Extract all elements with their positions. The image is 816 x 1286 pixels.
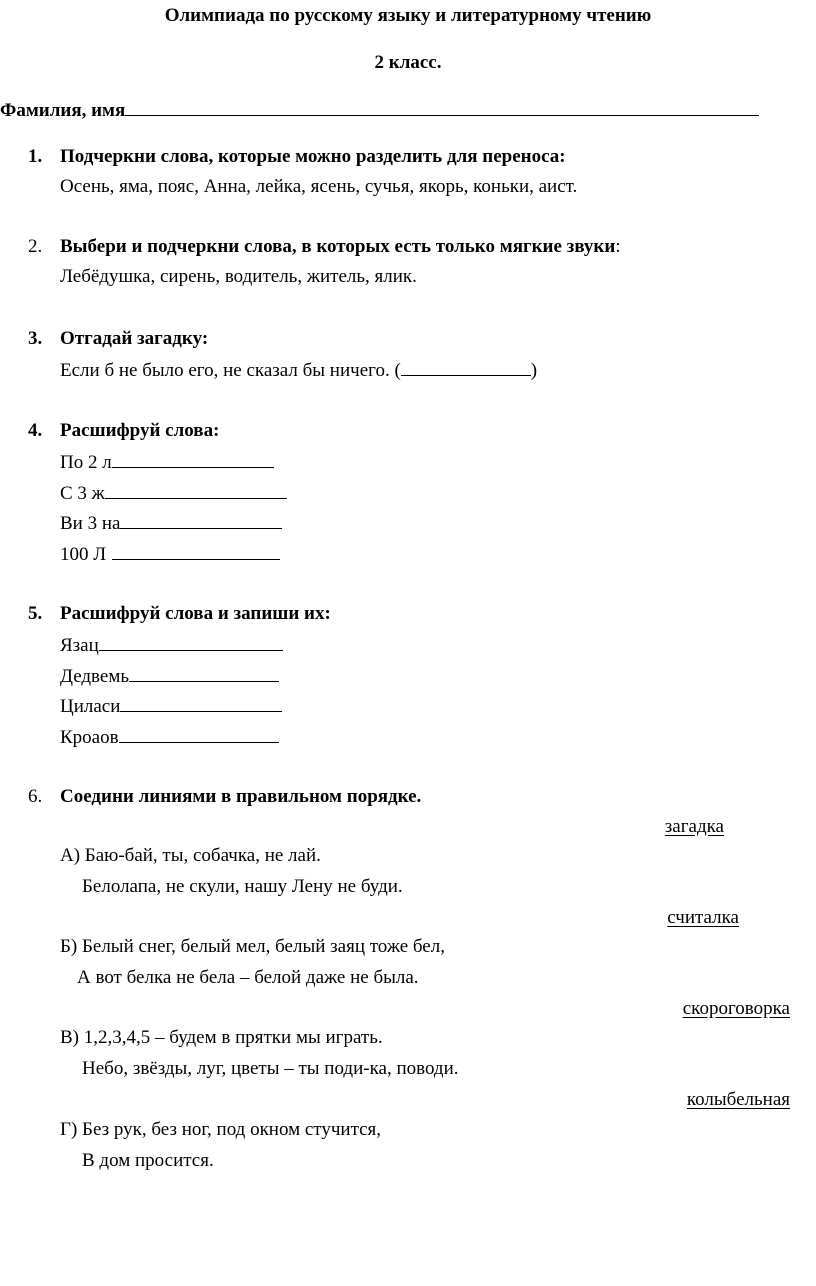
task-2-title-suffix: : [615, 236, 621, 257]
task-5-scrambled-word: Кроаов [60, 727, 119, 748]
grade-label: 2 класс. [374, 52, 442, 73]
task-5-scrambled-word: Дедвемь [60, 666, 130, 687]
task-5-title: Расшифруй слова и запиши их: [60, 603, 331, 624]
task-5-scrambled-word: Циласи [60, 696, 121, 717]
task-5-scrambled-word: Язац [60, 635, 99, 656]
task-5-item [60, 634, 283, 655]
task-4-answer-line[interactable] [112, 543, 280, 560]
genre-label-riddle[interactable]: загадка [664, 816, 724, 837]
task-2-words: Лебёдушка, сирень, водитель, житель, ялик. [60, 266, 417, 287]
task-5-item [60, 726, 279, 747]
genre-label-counting-rhyme[interactable]: считалка [667, 907, 739, 928]
task-5-item [60, 695, 282, 716]
verse-d-line-1[interactable]: Г) Без рук, без ног, под окном стучится, [60, 1119, 382, 1140]
verse-c-line-1[interactable]: В) 1,2,3,4,5 – будем в прятки мы играть. [60, 1027, 383, 1048]
verse-a-line-2[interactable]: Белолапа, не скули, нашу Лену не буди. [82, 876, 403, 897]
task-3-riddle-close: ) [530, 360, 538, 381]
genre-label-tongue-twister[interactable]: скороговорка [682, 998, 790, 1019]
name-answer-line[interactable] [125, 99, 759, 116]
task-1-number: 1. [28, 146, 43, 167]
task-1-words: Осень, яма, пояс, Анна, лейка, ясень, сучья, якорь, коньки, аист. [60, 176, 578, 197]
task-4-cipher: По 2 л [60, 452, 112, 473]
task-2-title-row [60, 237, 621, 256]
task-2-title: Выбери и подчеркни слова, в которых есть только мягкие звуки [60, 236, 616, 257]
task-4-item [60, 543, 280, 564]
task-5-item [60, 665, 279, 686]
task-6-title: Соедини линиями в правильном порядке. [60, 786, 422, 807]
task-4-cipher: Ви 3 на [60, 513, 121, 534]
verse-b-line-2[interactable]: А вот белка не бела – белой даже не была. [77, 967, 419, 988]
task-3-answer-line[interactable] [401, 359, 531, 376]
task-3-title: Отгадай загадку: [60, 328, 209, 349]
task-2-number: 2. [28, 236, 43, 257]
task-3-riddle [60, 359, 537, 380]
task-4-title: Расшифруй слова: [60, 420, 220, 441]
genre-label-lullaby[interactable]: колыбельная [686, 1089, 790, 1110]
task-4-cipher: 100 Л [60, 544, 107, 565]
task-4-answer-line[interactable] [112, 451, 274, 468]
task-3-number: 3. [28, 328, 43, 349]
task-4-answer-line[interactable] [105, 482, 287, 499]
name-field-row [0, 99, 759, 120]
task-4-cipher: С 3 ж [60, 483, 105, 504]
verse-a-line-1[interactable]: А) Баю-бай, ты, собачка, не лай. [60, 845, 321, 866]
task-5-number: 5. [28, 603, 43, 624]
task-4-number: 4. [28, 420, 43, 441]
task-4-item [60, 512, 282, 533]
task-4-answer-line[interactable] [120, 512, 282, 529]
task-1-title: Подчеркни слова, которые можно разделить для переноса: [60, 146, 566, 167]
verse-d-line-2[interactable]: В дом просится. [82, 1150, 214, 1171]
task-5-answer-line[interactable] [119, 726, 279, 743]
task-4-item [60, 482, 287, 503]
verse-c-line-2[interactable]: Небо, звёзды, луг, цветы – ты поди-ка, поводи. [82, 1058, 459, 1079]
task-4-item [60, 451, 274, 472]
task-5-answer-line[interactable] [129, 665, 279, 682]
task-3-riddle-text: Если б не было его, не сказал бы ничего. ( [60, 360, 401, 381]
task-5-answer-line[interactable] [120, 695, 282, 712]
task-6-number: 6. [28, 786, 43, 807]
name-label: Фамилия, имя [0, 100, 126, 121]
task-5-answer-line[interactable] [99, 634, 283, 651]
page-title: Олимпиада по русскому языку и литературному чтению [164, 5, 652, 26]
verse-b-line-1[interactable]: Б) Белый снег, белый мел, белый заяц тоже бел, [60, 936, 445, 957]
